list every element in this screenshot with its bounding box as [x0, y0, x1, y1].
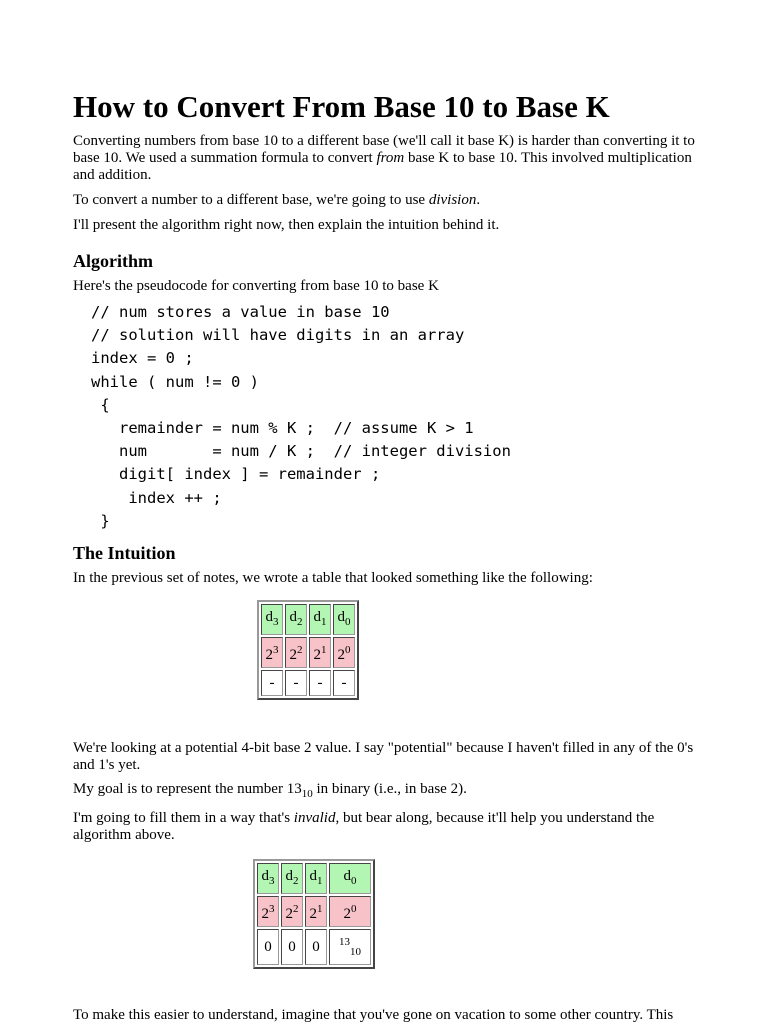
- value-row: [257, 929, 371, 965]
- algorithm-description: Here's the pseudocode for converting from base 10 to base K: [73, 278, 439, 294]
- value-cell: 0: [305, 929, 327, 965]
- invalid-paragraph: [73, 810, 698, 844]
- digit-cell: $d_0$: [329, 863, 371, 894]
- fill-text: I'm going to fill them in a way that's: [73, 810, 294, 827]
- power-cell: $2^1$: [309, 637, 331, 668]
- power-row: [261, 637, 355, 668]
- goal-paragraph: [73, 781, 695, 803]
- power-row: [257, 896, 371, 927]
- value-cell: 0: [257, 929, 279, 965]
- value-row: [261, 670, 355, 696]
- power-cell: $2^3$: [257, 896, 279, 927]
- bit-table-1-wrapper: [257, 600, 381, 700]
- goal-text: in binary (i.e., in base 2).: [312, 781, 467, 798]
- power-cell: $2^1$: [305, 896, 327, 927]
- power-cell: $2^3$: [261, 637, 283, 668]
- intro-paragraph-2: [73, 192, 695, 209]
- power-cell: $2^0$: [329, 896, 371, 927]
- intro-text: To convert a number to a different base, we're going to use: [73, 192, 429, 208]
- power-cell: $2^0$: [333, 637, 355, 668]
- pseudocode-block: // num stores a value in base 10 // solution will have digits in an array index = 0 ; while ( num != 0 ) { remainder = num % K ; // assume K > 1 num = num / K ; // integer division digit[ index ] = remainder ; index ++ ; }: [91, 303, 511, 530]
- digit-cell: $d_3$: [261, 604, 283, 635]
- intuition-description: In the previous set of notes, we wrote a table that looked something like the following:: [73, 570, 593, 587]
- intro-text: Converting numbers from base 10 to a different base (we'll call it base K) is harder than converting it to base 10. We used a summation formula to convert: [73, 133, 695, 166]
- potential-paragraph: We're looking at a potential 4-bit base 2 value. I say "potential" because I haven't filled in any of the 0's and 1's yet.: [73, 740, 694, 774]
- fill-text: , but bear along, because it'll help you understand the algorithm above.: [73, 810, 655, 844]
- digit-cell: $d_0$: [333, 604, 355, 635]
- digit-cell: $d_2$: [281, 863, 303, 894]
- intuition-heading: The Intuition: [73, 543, 176, 564]
- intro-paragraph-1: [73, 133, 698, 184]
- digit-cell: $d_2$: [285, 604, 307, 635]
- intro-text: .: [476, 192, 481, 208]
- intro-emphasis: division: [428, 192, 477, 208]
- value-cell: $^{13}_{10}$: [329, 929, 371, 965]
- fill-emphasis: invalid: [293, 810, 336, 827]
- power-cell: $2^2$: [285, 637, 307, 668]
- goal-subscript: 10: [301, 788, 313, 801]
- algorithm-heading: Algorithm: [73, 251, 153, 271]
- value-cell: -: [309, 670, 331, 696]
- intro-paragraph-3: I'll present the algorithm right now, then explain the intuition behind it.: [73, 217, 500, 233]
- value-cell: -: [285, 670, 307, 696]
- intro-text: base K to base 10. This involved multiplication and addition.: [73, 150, 692, 183]
- goal-text: My goal is to represent the number 13: [73, 781, 302, 798]
- power-cell: $2^2$: [281, 896, 303, 927]
- digit-row: [257, 863, 371, 894]
- digit-cell: $d_1$: [305, 863, 327, 894]
- bit-table-2-wrapper: [253, 859, 385, 969]
- value-cell: 0: [281, 929, 303, 965]
- intro-emphasis: from: [376, 150, 405, 166]
- bit-table-2: [253, 859, 375, 969]
- vacation-paragraph: To make this easier to understand, imagine that you've gone on vacation to some other country. This: [73, 1007, 674, 1024]
- value-cell: -: [333, 670, 355, 696]
- digit-row: [261, 604, 355, 635]
- digit-cell: $d_1$: [309, 604, 331, 635]
- page-title: How to Convert From Base 10 to Base K: [73, 89, 610, 124]
- value-cell: -: [261, 670, 283, 696]
- digit-cell: $d_3$: [257, 863, 279, 894]
- bit-table-1: [257, 600, 359, 700]
